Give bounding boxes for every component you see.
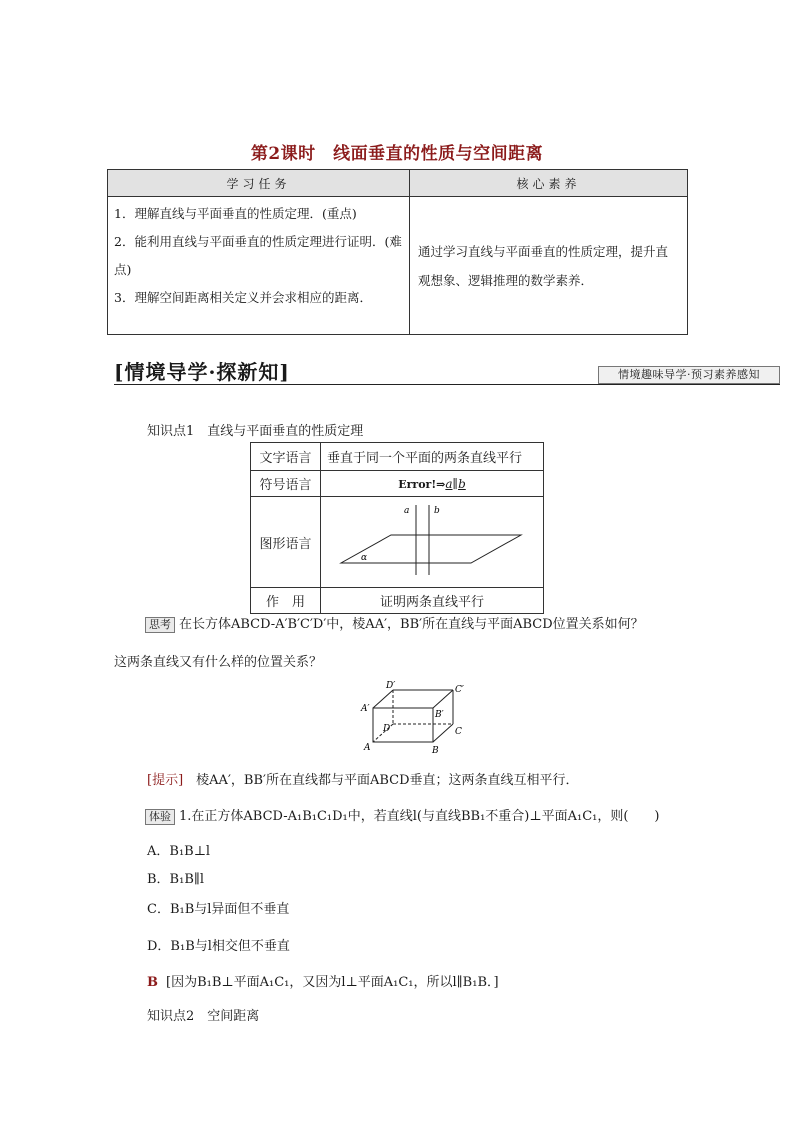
knowledge-point-1: 知识点1 直线与平面垂直的性质定理 (147, 424, 364, 439)
answer-block (147, 971, 499, 990)
section-title: [情境导学·探新知] (114, 360, 290, 384)
think-tag: 思考 (145, 617, 175, 633)
label-D: D (383, 724, 391, 734)
label-alpha: α (361, 553, 368, 563)
row-label-text-language: 文字语言 (251, 443, 321, 471)
section-badge: 情境趣味导学·预习素养感知 (598, 366, 780, 384)
label-C1: C′ (455, 685, 464, 695)
label-b: b (434, 506, 440, 516)
perpendicular-lines-figure (321, 497, 543, 583)
row-value-function: 证明两条直线平行 (321, 588, 544, 614)
option-b: B．B₁B∥l (147, 872, 205, 887)
property-table (250, 442, 544, 614)
core-literacy-text: 通过学习直线与平面垂直的性质定理，提升直观想象、逻辑推理的数学素养． (410, 197, 688, 335)
think-question (145, 613, 644, 633)
task-list (108, 197, 410, 335)
row-label-symbol-language: 符号语言 (251, 471, 321, 497)
row-label-function: 作 用 (251, 588, 321, 614)
knowledge-point-2: 知识点2 空间距离 (147, 1009, 260, 1024)
row-value-figure (321, 497, 544, 588)
header-learning-tasks: 学习任务 (108, 170, 410, 197)
label-A1: A′ (361, 704, 370, 714)
label-A: A (364, 743, 371, 753)
experience-question (145, 805, 660, 825)
header-core-literacy: 核心素养 (410, 170, 688, 197)
symbol-conclusion: a∥b (445, 476, 466, 491)
experience-tag: 体验 (145, 809, 175, 825)
option-d: D．B₁B与l相交但不垂直 (147, 939, 290, 954)
row-value-text-language: 垂直于同一个平面的两条直线平行 (321, 443, 544, 471)
answer-explanation: [因为B₁B⊥平面A₁C₁，又因为l⊥平面A₁C₁，所以l∥B₁B．] (166, 975, 499, 990)
think-text-line1: 在长方体ABCD-A′B′C′D′中，棱AA′，BB′所在直线与平面ABCD位置关系如何？ (179, 617, 644, 632)
option-a: A．B₁B⊥l (147, 844, 211, 859)
hint-block (147, 769, 579, 788)
learning-task-table (107, 169, 688, 335)
experience-question-text: 1.在正方体ABCD-A₁B₁C₁D₁中，若直线l(与直线BB₁不重合)⊥平面A₁C₁，则( ) (179, 809, 660, 824)
lesson-title: 第2课时 线面垂直的性质与空间距离 (250, 144, 544, 164)
symbol-premise: Error!⇒ (398, 477, 446, 491)
hint-text: 棱AA′，BB′所在直线都与平面ABCD垂直；这两条直线互相平行． (196, 773, 579, 788)
task-item-2: 2．能利用直线与平面垂直的性质定理进行证明．(难点) (114, 234, 402, 277)
label-B1: B′ (435, 710, 444, 720)
row-label-figure-language: 图形语言 (251, 497, 321, 588)
task-item-1: 1．理解直线与平面垂直的性质定理．(重点) (114, 206, 357, 221)
answer-letter: B (147, 975, 158, 990)
label-a: a (404, 506, 410, 516)
hint-label: [提示] (147, 773, 184, 788)
label-D1: D′ (386, 681, 396, 691)
label-B: B (432, 746, 439, 756)
think-text-line2: 这两条直线又有什么样的位置关系？ (114, 655, 323, 670)
task-item-3: 3．理解空间距离相关定义并会求相应的距离． (114, 290, 372, 305)
label-C: C (455, 727, 462, 737)
cuboid-figure (355, 680, 470, 758)
section-divider (114, 384, 780, 385)
option-c: C．B₁B与l异面但不垂直 (147, 902, 290, 917)
row-value-symbol-language (321, 471, 544, 497)
